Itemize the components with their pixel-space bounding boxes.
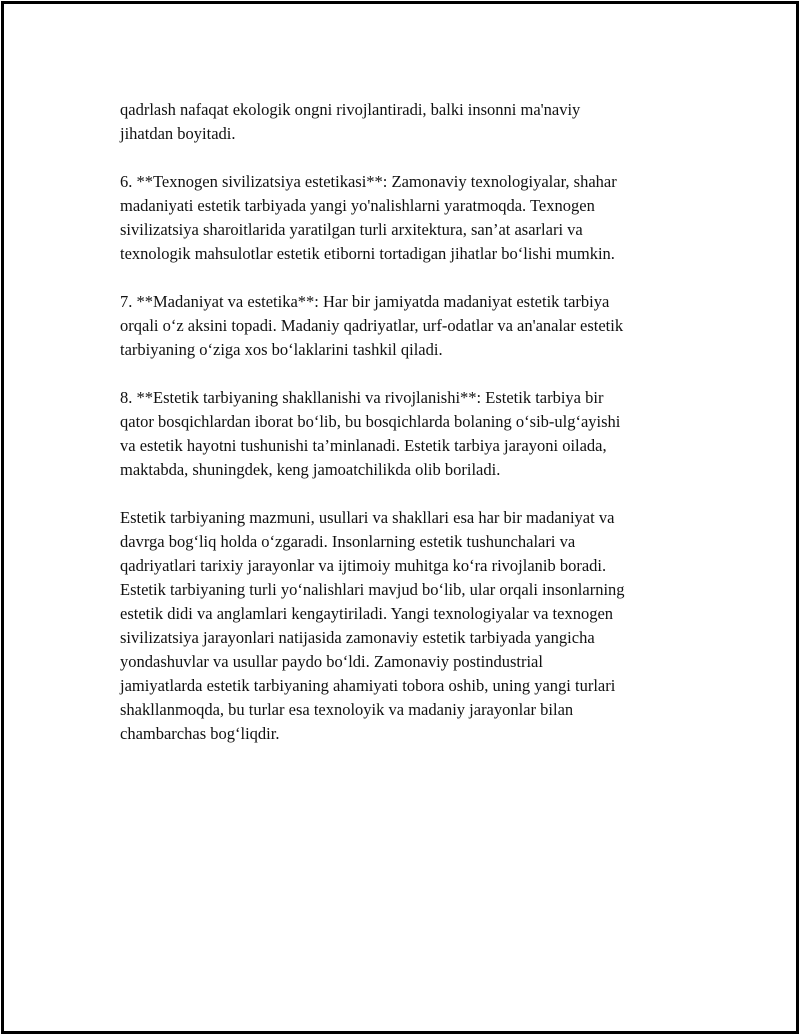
paragraph-item-6: 6. **Texnogen sivilizatsiya estetikasi**: Zamonaviy texnologiyalar, shahar madaniyati estetik tarbiyada yangi yo'nalishlarni yaratmoqda. Texnogen sivilizatsiya sharoitlarida yaratilgan turli arxitektura, san’at asarlari va texnologik mahsulotlar estetik etiborni tortadigan jihatlar bo‘lishi mumkin. [120, 172, 617, 263]
paragraph-conclusion: Estetik tarbiyaning mazmuni, usullari va shakllari esa har bir madaniyat va davrga bog‘liq holda o‘zgaradi. Insonlarning estetik tushunchalari va qadriyatlari tarixiy jarayonlar va ijtimoiy muhitga ko‘ra rivojlanib boradi. Estetik tarbiyaning turli yo‘nalishlari mavjud bo‘lib, ular orqali insonlarning estetik didi va anglamlari kengaytiriladi. Yangi texnologiyalar va texnogen sivilizatsiya jarayonlari natijasida zamonaviy estetik tarbiyada yangicha yondashuvlar va usullar paydo bo‘ldi. Zamonaviy postindustrial jamiyatlarda estetik tarbiyaning ahamiyati tobora oshib, uning yangi turlari shakllanmoqda, bu turlar esa texnoloyik va madaniy jarayonlar bilan chambarchas bog‘liqdir. [120, 508, 625, 743]
page-frame [1, 1, 799, 1034]
paragraph-item-8: 8. **Estetik tarbiyaning shakllanishi va rivojlanishi**: Estetik tarbiya bir qator bosqichlardan iborat bo‘lib, bu bosqichlarda bolaning o‘sib-ulg‘ayishi va estetik hayotni tushunishi ta’minlanadi. Estetik tarbiya jarayoni oilada, maktabda, shuningdek, keng jamoatchilikda olib boriladi. [120, 388, 621, 479]
paragraph-item-7: 7. **Madaniyat va estetika**: Har bir jamiyatda madaniyat estetik tarbiya orqali o‘z aksini topadi. Madaniy qadriyatlar, urf-odatlar va an'analar estetik tarbiyaning o‘ziga xos bo‘laklarini tashkil qiladi. [120, 292, 624, 359]
paragraph-intro-continuation: qadrlash nafaqat ekologik ongni rivojlantiradi, balki insonni ma'naviy jihatdan boyitadi. [120, 100, 581, 143]
document-body [120, 98, 700, 770]
